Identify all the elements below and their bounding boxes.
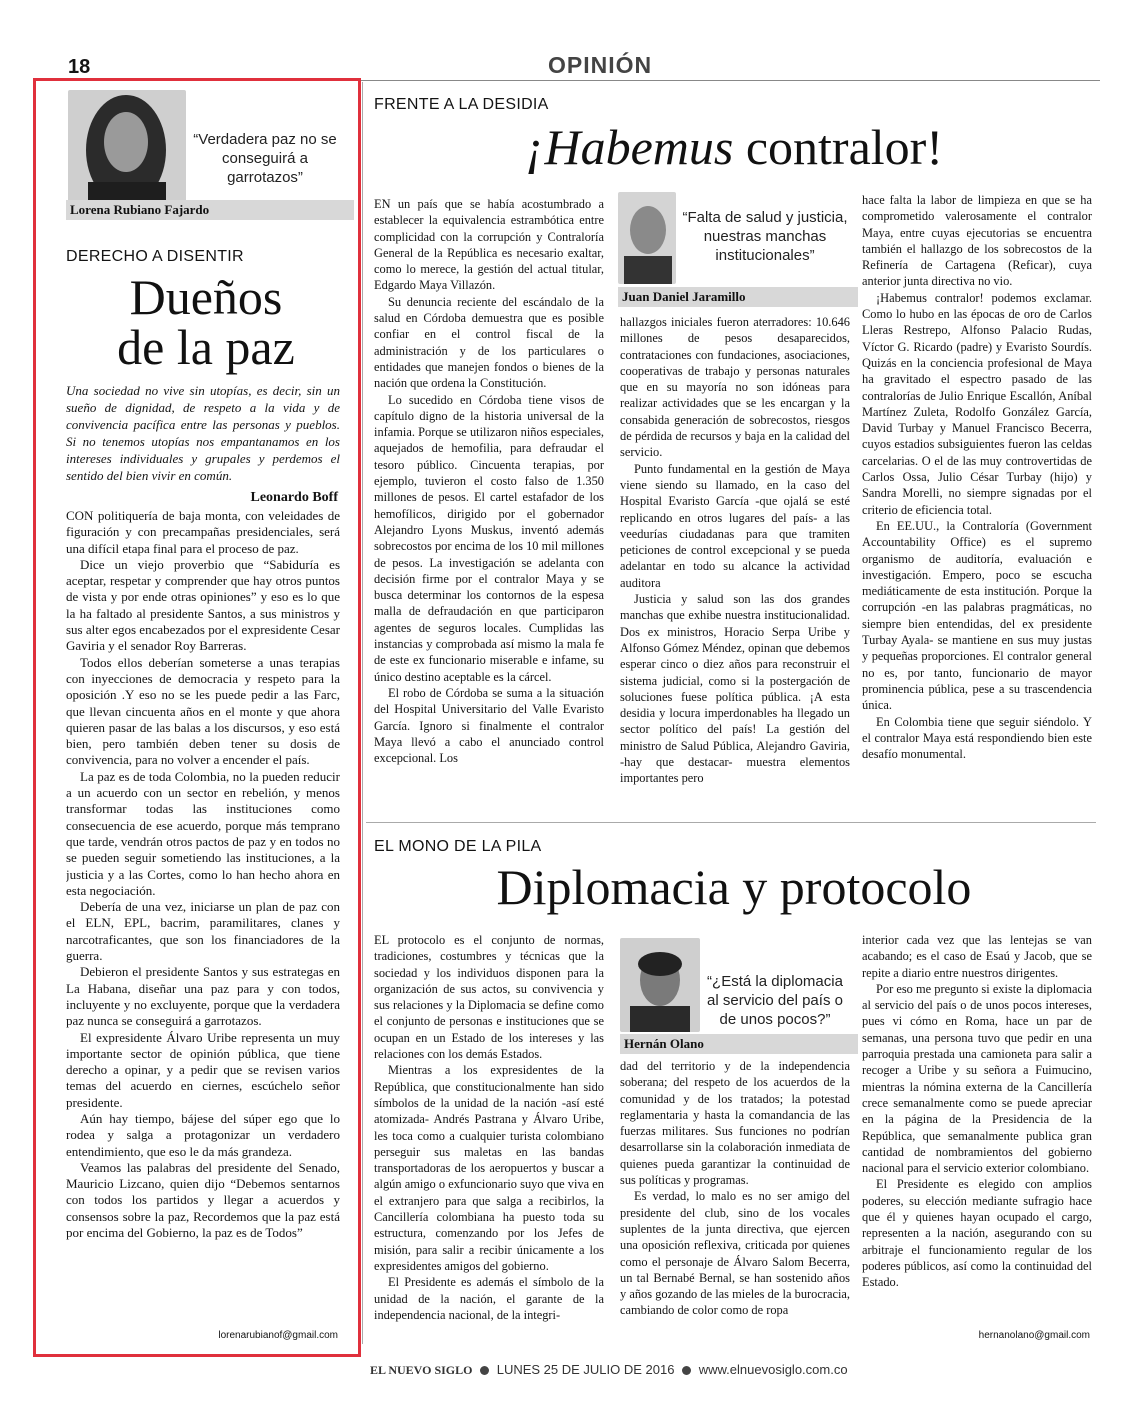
author-photo-rubiano [68,90,186,202]
section-title: OPINIÓN [548,52,653,78]
epigraph: Una sociedad no vive sin utopías, es decir, sin un sueño de dignidad, de respeto a la vida y de convivencia pacífica entre las personas y pueblos. Si no tenemos utopías nos empantanamos en los intereses individuales y grupales y perdemos el sentido del bien vivir en común. [66,383,340,483]
paragraph: EN un país que se había acostumbrado a establecer la equivalencia estrambótica entre complicidad con la corrupción y Contraloría General de la República es necesario exaltar, como lo merece, la gestión del actual titular, Edgardo Maya Villazón. [374,197,604,293]
bullet-icon [682,1366,691,1375]
article-body-top-col1 [374,196,604,812]
paragraph: hace falta la labor de limpieza en que se ha comprometido valerosamente el contralor Maya, entre cuyas ejecutorias se encuentra también el hallazgo de los sobrecostos de la Refinería de Cartagena (Reficar), cuya anterior junta directiva no vio. [862,193,1092,289]
article-body-bottom-col2 [620,1058,850,1346]
bullet-icon [480,1366,489,1375]
headline-left [66,269,346,375]
footer-url[interactable]: www.elnuevosiglo.com.co [698,1362,848,1377]
author-email-left[interactable]: lorenarubianof@gmail.com [218,1330,338,1341]
paragraph: La paz es de toda Colombia, no la pueden reducir a un acuerdo con un sector en rebelión, y menos transformar todas las instituciones como consecuencia de ese acuerdo, porque más temprano que tarde, vendrán otros pactos de paz y en todos no se pueden seguir sometiendo las instituciones, a la justicia y a las Cortes, como lo han hecho ahora en esta negociación. [66,768,340,898]
paragraph: dad del territorio y de la independencia soberana; del respeto de los acuerdos de la comunidad y de los tratados; la potestad reglamentaria y hasta la comandancia de las fuerzas militares. Sus funciones no podrían desarrollarse sin la colaboración inmediata de quienes pueda garantizar la continuidad de sus políticas y programas. [620,1059,850,1188]
epigraph-author: Leonardo Boff [250,490,338,505]
paragraph: ¡Habemus contralor! podemos exclamar. Como lo hubo en las épocas de oro de Carlos Lleras Restrepo, Alfonso Palacio Rudas, Víctor G. Ricardo (padre) y Evaristo Sourdís. Quizás en la conciencia profesional de Maya ha gravitado el espectro pasado de las contralorías de Julio Enrique Escallón, Aníbal Martínez Zuleta, Rodolfo González García, David Turbay y Manuel Francisco Becerra, cuyos estadios subsiguientes fueron las celdas carcelarias. O el de las muy controvertidas de Carlos Ossa, Julio César Turbay (hijo) y Sandra Morelli, no siempre signadas por el criterio de eficiencia total. [862,290,1092,517]
page-number: 18 [68,56,91,78]
paragraph: Todos ellos deberían someterse a unas terapias con inyecciones de democracia y respeto para la oposición .Y eso no se les puede pedir a las Farc, que llevan cincuenta años en el monte y que ahora quieren pasar de las balas a los discursos, y eso está bien, pero también deben tener su dosis de convivencia, para no volver a encender el país. [66,654,340,768]
author-photo-olano [620,938,700,1032]
kicker-left: DERECHO A DISENTIR [66,248,244,265]
headline-top-rest: contralor! [733,119,943,175]
author-photo-jaramillo [618,192,676,284]
paragraph: EL protocolo es el conjunto de normas, tradiciones, costumbres y técnicas que la sociedad y los individuos disponen para la organización de sus actos, su convivencia y sus relaciones y la Diplomacia se define como el conjunto de personas e instituciones que se ocupan en un Estado de los intereses y las relaciones con los demás Estados. [374,933,604,1062]
paragraph: Su denuncia reciente del escándalo de la salud en Córdoba demuestra que es posible confiar en el control fiscal de la administración y de los particulares o entidades que manejen fondos o bienes de la nación que ordena la Constitución. [374,294,604,391]
article-body-bottom-col1 [374,932,604,1344]
article-body-bottom-col3 [862,932,1092,1326]
paragraph: Veamos las palabras del presidente del Senado, Mauricio Lizcano, quien dijo “Debemos sentarnos con todos los partidos y llegar a acuerdos y consensos sobre la paz, Recordemos que la paz está por encima del Gobierno, la paz es de Todos” [66,1159,340,1241]
author-name-olano: Hernán Olano [620,1034,858,1054]
author-name-rubiano: Lorena Rubiano Fajardo [66,200,354,220]
paragraph: Es verdad, lo malo es no ser amigo del presidente del club, sino de los vocales suplentes de la junta directiva, que ejercen una oposición reflexiva, criticada por quienes como el personaje de Álvaro Salom Becerra, un tal Bernabé Bernal, se han sostenido años y años gozando de las mieles de la burocracia, cambiando de color como de ropa [620,1189,850,1318]
kicker-bottom: EL MONO DE LA PILA [374,838,542,855]
paragraph: Aún hay tiempo, bájese del súper ego que lo rodea y salga a protagonizar un verdadero entendimiento, que eso le da más grandeza. [66,1110,340,1159]
paragraph: Debería de una vez, iniciarse un plan de paz con el ELN, EPL, bacrim, paramilitares, clanes y narcotraficantes, que son los financiadores de la guerra. [66,899,340,964]
headline-bottom: Diplomacia y protocolo [496,859,972,915]
paragraph: Por eso me pregunto si existe la diplomacia al servicio del país o de unos pocos intereses, pues vi cómo en Roma, hace un par de semanas, una persona tuvo que pedir en una parroquia prestada una camioneta para salir a recoger a Uribe y su señora a Fuimucino, mientras la nómina externa de la Cancillería crece semanalmente como se puede apreciar en la página de la Presidencia de la República, que semanalmente publica gran cantidad de nombramientos del gobierno nacional para el servicio exterior colombiano. [862,981,1092,1176]
paragraph: Justicia y salud son las dos grandes manchas que exhibe nuestra institucionalidad. Dos ex ministros, Horacio Serpa Uribe y Alfonso Gómez Méndez, opinan que debemos esperar cinco o diez años para reconstruir el sistema judicial, como si la postergación de soluciones fuese política pública. ¡A esta desidia y locura imperdonables ha llegado un sector político del país! La gestión del ministro de Salud Pública, Alejandro Gaviria, -hay que destacar- muestra elementos importantes pero [620,592,850,786]
paragraph: En Colombia tiene que seguir siéndolo. Y el contralor Maya está respondiendo bien este desafío monumental. [862,714,1092,762]
headline-left-line1: Dueños [129,269,283,325]
author-name-jaramillo: Juan Daniel Jaramillo [618,287,858,307]
article-divider [366,822,1096,823]
paragraph: Dice un viejo proverbio que “Sabiduría es aceptar, respetar y comprender que hay otros puntos de vista y por ende otras opiniones” y eso es lo que la ha faltado al presidente Santos, a sus ministros y sus alter egos encabezados por el expresidente Cesar Gaviria y el senador Roy Barreras. [66,556,340,654]
paragraph: Punto fundamental en la gestión de Maya viene siendo su llamado, en la caso del Hospital Evaristo García -que ojalá se esté replicando en otros lugares del país- a las veedurías ciudadanas para que tramiten peticiones de control excepcional y se pueda adelantar en todo su alcance la actividad auditora [620,461,850,590]
footer-date: LUNES 25 DE JULIO DE 2016 [496,1362,675,1377]
headline-left-line2: de la paz [117,319,295,375]
pull-quote-bottom: “¿Está la diplomacia al servicio del país o de unos pocos?” [707,973,843,1028]
paragraph: hallazgos iniciales fueron aterradores: 10.646 millones de pesos desaparecidos, contrataciones con fundaciones, asociaciones, cooperativas de trabajo y personas naturales que en su mayoría no son idóneas para realizar actividades que se les encargan y la consabida generación de sobrecostos, riesgos de pérdida de recursos y baja en la calidad del servicio. [620,315,850,460]
article-body-top-col2 [620,314,850,812]
headline-top [374,118,1094,176]
headline-top-italic: ¡Habemus [525,119,734,175]
paragraph: Mientras a los expresidentes de la República, que constitucionalmente han sido símbolos de la unidad de la nación -así esté atomizada- Andrés Pastrana y Álvaro Uribe, les toca como a cualquier turista colombiano perseguir sus maletas en las bandas transportadoras de los aeropuertos y buscar a algún amigo o exfuncionario suyo que viva en el extranjero para que salga a recibirlos, la Cancillería colombiana ha puesto toda su estructura, comenzando por los Jefes de misión, para salir a recibir únicamente a los expresidentes amigos del gobierno. [374,1063,604,1273]
column-divider [362,82,363,1344]
paragraph: El robo de Córdoba se suma a la situación del Hospital Universitario del Valle Evaristo García. Ignoro si finalmente el contralor Maya llevó a cabo el anunciado control excepcional. Los [374,685,604,766]
newspaper-logo: EL NUEVO SIGLO [370,1363,473,1377]
paragraph: Lo sucedido en Córdoba tiene visos de capítulo digno de la historia universal de la infamia. Porque se utilizaron niños especiales, aquejados de hemofilia, para defraudar el tesoro público. Cincuenta terapias, por ejemplo, tuvieron el costo falso de 1.350 millones de pesos. El cartel estafador de los hemofílicos, dirigido por el gobernador Alejandro Lyons Muskus, inventó además sobrecostos por encima de los 10 mil millones de pesos. La investigación se adelanta con decisión firme por el contralor Maya y se busca determinar los contornos de la espesa malla de defraudación en que participaron agentes de seguros locales. Cumplidas las instancias y comprobada así mismo la mala fe de este ex funcionario miserable e infame, su único destino aceptable es la cárcel. [374,392,604,684]
article-body-left [66,508,340,1328]
kicker-top: FRENTE A LA DESIDIA [374,96,549,113]
paragraph: CON politiquería de baja monta, con veleidades de figuración y con precampañas presidenciales, será una difícil etapa final para el proceso de paz. [66,508,340,556]
paragraph: En EE.UU., la Contraloría (Government Accountability Office) es el supremo organismo de auditoría, evaluación e investigación. Empero, poco se escucha mediáticamente de esta institución. Porque la corrupción -en las palabras pragmáticas, no siempre bien entendidas, del ex presidente Turbay Ayala- se mantiene en sus muy justas y pequeñas proporciones. El contralor general no es, por tanto, funcionario de mayor prominencia pública, pese a su trascendencia única. [862,518,1092,713]
pull-quote-left: “Verdadera paz no se conseguirá a garrotazos” [193,131,337,186]
article-body-top-col3 [862,192,1092,814]
author-email-bottom[interactable]: hernanolano@gmail.com [978,1330,1090,1341]
paragraph: El Presidente es además el símbolo de la unidad de la nación, el garante de la independencia nacional, de la integri- [374,1275,604,1322]
page-footer [370,1362,848,1378]
paragraph: El Presidente es elegido con amplios poderes, su elección mediante sufragio hace que él y quienes hayan ocupado el cargo, representen a la nación, asegurando con su arbitraje el funcionamiento regular de los poderes públicos, así como la continuidad del Estado. [862,1177,1092,1290]
paragraph: Debieron el presidente Santos y sus estrategas en La Habana, diseñar una paz para y con todos, incluyente y no excluyente, porque que la verdadera paz nunca se conseguirá a garrotazos. [66,964,340,1029]
paragraph: interior cada vez que las lentejas se van acabando; es el caso de Esaú y Jacob, que se repite a diario entre nuestros dirigentes. [862,933,1092,980]
pull-quote-top: “Falta de salud y justicia, nuestras manchas institucionales” [682,209,848,264]
paragraph: El expresidente Álvaro Uribe representa un muy importante sector de opinión pública, que tiene derecho a opinar, y a pedir que se revisen varios temas del acuerdo en ciernes, escúchelo señor presidente. [66,1029,340,1110]
